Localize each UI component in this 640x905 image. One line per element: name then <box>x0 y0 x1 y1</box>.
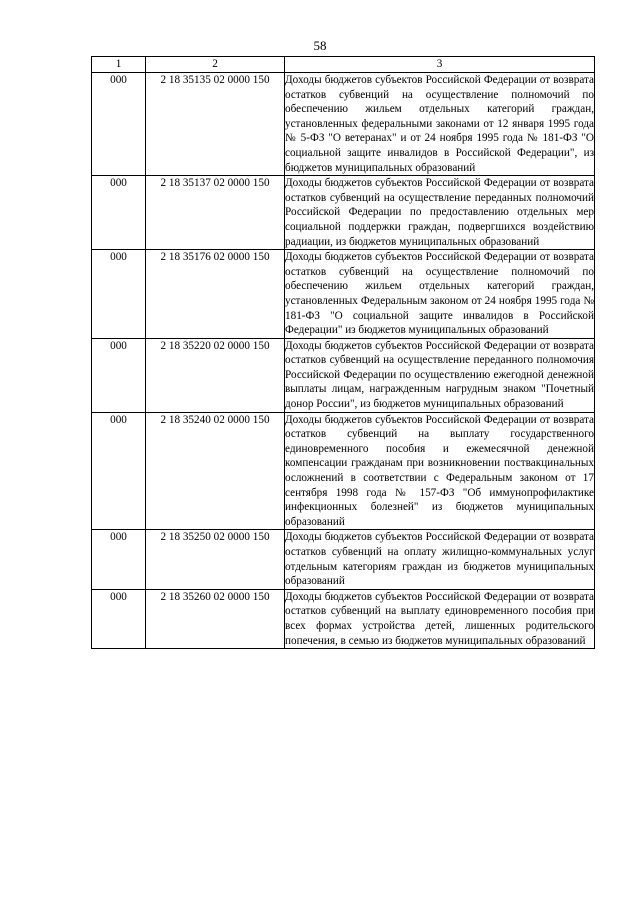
description-cell: Доходы бюджетов субъектов Российской Федерации от возврата остатков субвенций на осуществление переданных полномочий Российской Федерации по предоставлению отдельных мер социальной поддержки граждан, подвергшихся воздействию радиации, из бюджетов муниципальных образований <box>285 176 595 250</box>
admin-code-cell: 000 <box>92 250 146 339</box>
description-cell: Доходы бюджетов субъектов Российской Федерации от возврата остатков субвенций на выплату единовременного пособия при всех формах устройства детей, лишенных родительского попечения, в семью из бюджетов муниципальных образований <box>285 589 595 648</box>
admin-code-cell: 000 <box>92 73 146 176</box>
column-header-1: 1 <box>92 57 146 73</box>
table-row <box>92 73 595 176</box>
table-header-row <box>92 57 595 73</box>
description-cell: Доходы бюджетов субъектов Российской Федерации от возврата остатков субвенций на оплату жилищно-коммунальных услуг отдельным категориям граждан из бюджетов муниципальных образований <box>285 530 595 589</box>
kbk-code-cell: 2 18 35250 02 0000 150 <box>146 530 285 589</box>
column-header-3: 3 <box>285 57 595 73</box>
table-row <box>92 338 595 412</box>
description-cell: Доходы бюджетов субъектов Российской Федерации от возврата остатков субвенций на осуществление полномочий по обеспечению жильем отдельных категорий граждан, установленных Федеральным законом от 24 ноября 1995 года № 181-ФЗ "О социальной защите инвалидов в Российской Федерации" из бюджетов муниципальных образований <box>285 250 595 339</box>
table-row <box>92 176 595 250</box>
page-number: 58 <box>313 38 327 53</box>
admin-code-cell: 000 <box>92 412 146 530</box>
kbk-code-cell: 2 18 35220 02 0000 150 <box>146 338 285 412</box>
table-row <box>92 530 595 589</box>
table-row <box>92 589 595 648</box>
admin-code-cell: 000 <box>92 338 146 412</box>
description-cell: Доходы бюджетов субъектов Российской Федерации от возврата остатков субвенций на выплату государственного единовременного пособия и ежемесячной денежной компенсации гражданам при возникновении поствакцинальных осложнений в соответствии с Федеральным законом от 17 сентября 1998 года № 157-ФЗ "Об иммунопрофилактике инфекционных болезней" из бюджетов муниципальных образований <box>285 412 595 530</box>
description-cell: Доходы бюджетов субъектов Российской Федерации от возврата остатков субвенций на осуществление полномочий по обеспечению жильем отдельных категорий граждан, установленных федеральными законами от 12 января 1995 года № 5-ФЗ "О ветеранах" и от 24 ноября 1995 года № 181-ФЗ "О социальной защите инвалидов в Российской Федерации", из бюджетов муниципальных образований <box>285 73 595 176</box>
kbk-code-cell: 2 18 35240 02 0000 150 <box>146 412 285 530</box>
kbk-code-cell: 2 18 35176 02 0000 150 <box>146 250 285 339</box>
kbk-code-cell: 2 18 35260 02 0000 150 <box>146 589 285 648</box>
admin-code-cell: 000 <box>92 589 146 648</box>
kbk-code-cell: 2 18 35137 02 0000 150 <box>146 176 285 250</box>
table-row <box>92 250 595 339</box>
budget-revenue-table <box>91 56 595 649</box>
kbk-code-cell: 2 18 35135 02 0000 150 <box>146 73 285 176</box>
column-header-2: 2 <box>146 57 285 73</box>
admin-code-cell: 000 <box>92 176 146 250</box>
table-row <box>92 412 595 530</box>
description-cell: Доходы бюджетов субъектов Российской Федерации от возврата остатков субвенций на осуществление переданного полномочия Российской Федерации по осуществлению ежегодной денежной выплаты лицам, награжденным нагрудным знаком "Почетный донор России", из бюджетов муниципальных образований <box>285 338 595 412</box>
admin-code-cell: 000 <box>92 530 146 589</box>
